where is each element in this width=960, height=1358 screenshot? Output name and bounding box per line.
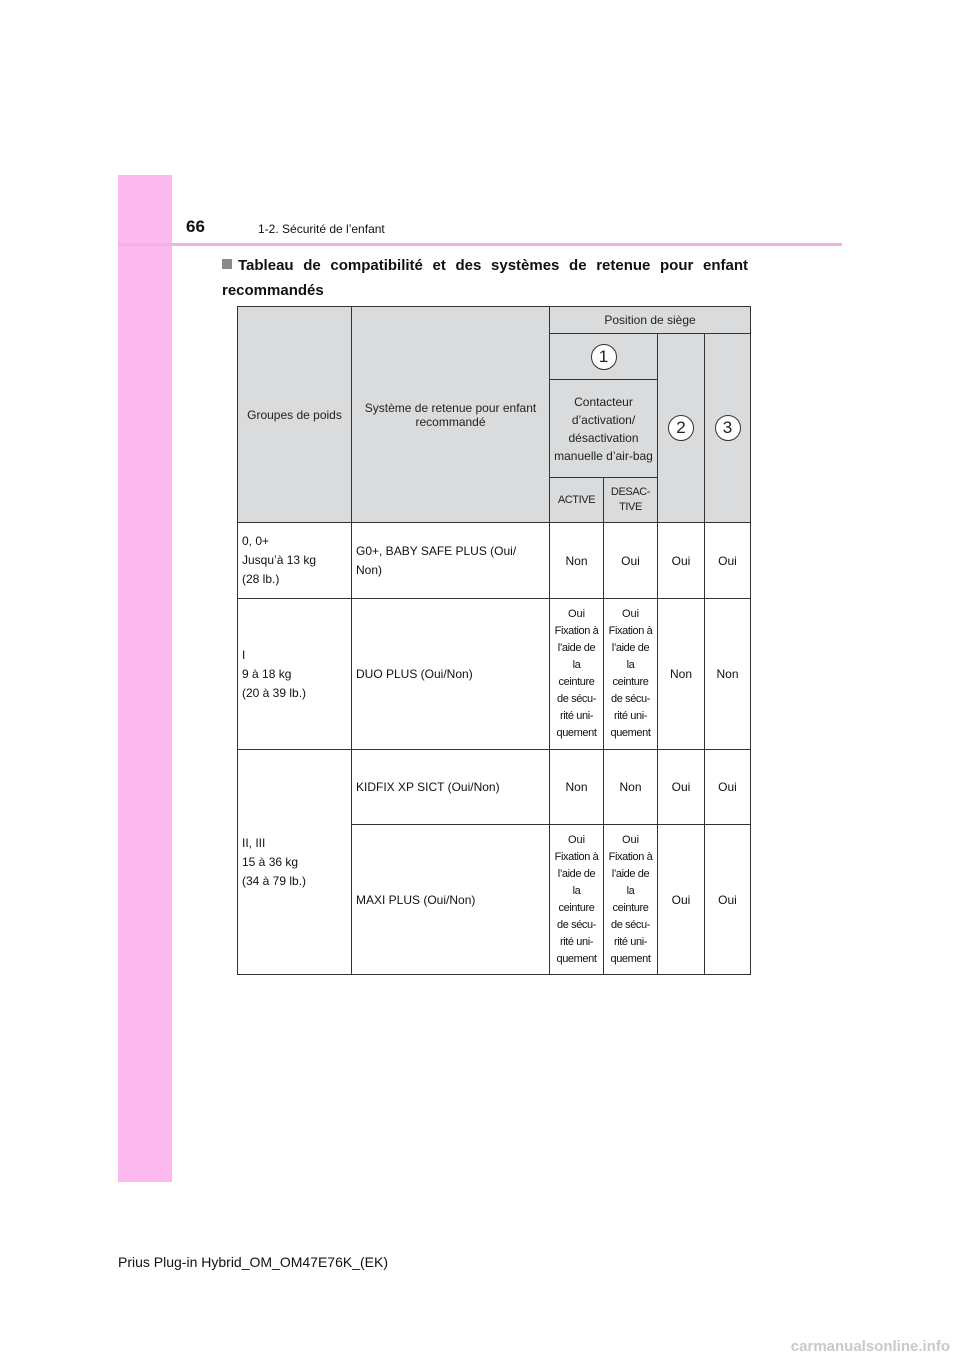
header-rule [118,243,842,246]
row-weight-group [238,599,352,750]
table-row [238,750,751,825]
cell-seat1-deactive: Non [604,750,658,825]
seat-1-icon: 1 [591,344,617,370]
group-weight: Jusqu’à 13 kg [242,553,317,567]
cell-seat2: Oui [658,750,705,825]
seat-2-icon: 2 [668,415,694,441]
cell-seat3: Oui [705,750,751,825]
cell-value: Oui [567,833,586,846]
seat-3-icon: 3 [715,415,741,441]
header-seat-2 [658,334,705,523]
page-number: 66 [186,217,205,236]
side-tab-band [118,175,172,1182]
header-seat-position: Position de siège [550,307,751,334]
header-airbag-switch: Contacteur d’activation/ désactivation manuelle d’air-bag [550,380,658,478]
cell-note: Fixation à l’aide de la ceinture de sécu-rité uni-quement [554,625,599,739]
row-weight-group [238,523,352,599]
cell-seat1-active [550,599,604,750]
cell-seat1-active: Non [550,750,604,825]
cell-note: Fixation à l’aide de la ceinture de sécu-rité uni-quement [608,850,653,965]
row-weight-group [238,750,352,975]
header-weight-groups: Groupes de poids [238,307,352,523]
header-seat-3 [705,334,751,523]
cell-seat3: Oui [705,825,751,975]
group-weight-lb: (20 à 39 lb.) [242,685,307,700]
table-row [238,523,751,599]
group-class: II, III [242,835,266,850]
section-title: 1-2. Sécurité de l’enfant [258,222,385,236]
cell-value: Oui [567,608,586,620]
cell-seat1-deactive: Oui [604,523,658,599]
square-bullet-icon [222,259,232,269]
cell-value: Oui [621,608,640,620]
cell-value: Oui [621,833,640,846]
cell-note: Fixation à l’aide de la ceinture de sécu-rité uni-quement [608,625,653,739]
cell-seat3: Oui [705,523,751,599]
table-row [238,599,751,750]
cell-seat3: Non [705,599,751,750]
footer-manual-id: Prius Plug-in Hybrid_OM_OM47E76K_(EK) [118,1254,388,1270]
cell-seat1-deactive [604,825,658,975]
group-weight-lb: (28 lb.) [242,572,280,586]
table-heading [222,253,748,303]
group-weight: 15 à 36 kg [242,854,299,869]
group-class: I [242,647,246,662]
cell-seat1-active: Non [550,523,604,599]
group-weight-lb: (34 à 79 lb.) [242,873,307,888]
cell-seat2: Oui [658,825,705,975]
table-heading-text: Tableau de compatibilité et des systèmes de retenue pour enfant recommandés [222,257,748,299]
header-seat-1 [550,334,658,380]
group-weight: 9 à 18 kg [242,666,292,681]
row-restraint-system: KIDFIX XP SICT (Oui/Non) [352,750,550,825]
row-restraint-system: G0+, BABY SAFE PLUS (Oui/ Non) [352,523,550,599]
cell-seat1-active [550,825,604,975]
compatibility-table [237,306,751,975]
header-deactive: DESAC-TIVE [604,478,658,523]
watermark: carmanualsonline.info [790,1338,950,1355]
cell-note: Fixation à l’aide de la ceinture de sécu-rité uni-quement [554,850,599,965]
cell-seat1-deactive [604,599,658,750]
header-active: ACTIVE [550,478,604,523]
header-restraint-system: Système de retenue pour enfant recommandé [352,307,550,523]
row-restraint-system: MAXI PLUS (Oui/Non) [352,825,550,975]
group-class: 0, 0+ [242,534,270,548]
row-restraint-system: DUO PLUS (Oui/Non) [352,599,550,750]
cell-seat2: Oui [658,523,705,599]
cell-seat2: Non [658,599,705,750]
